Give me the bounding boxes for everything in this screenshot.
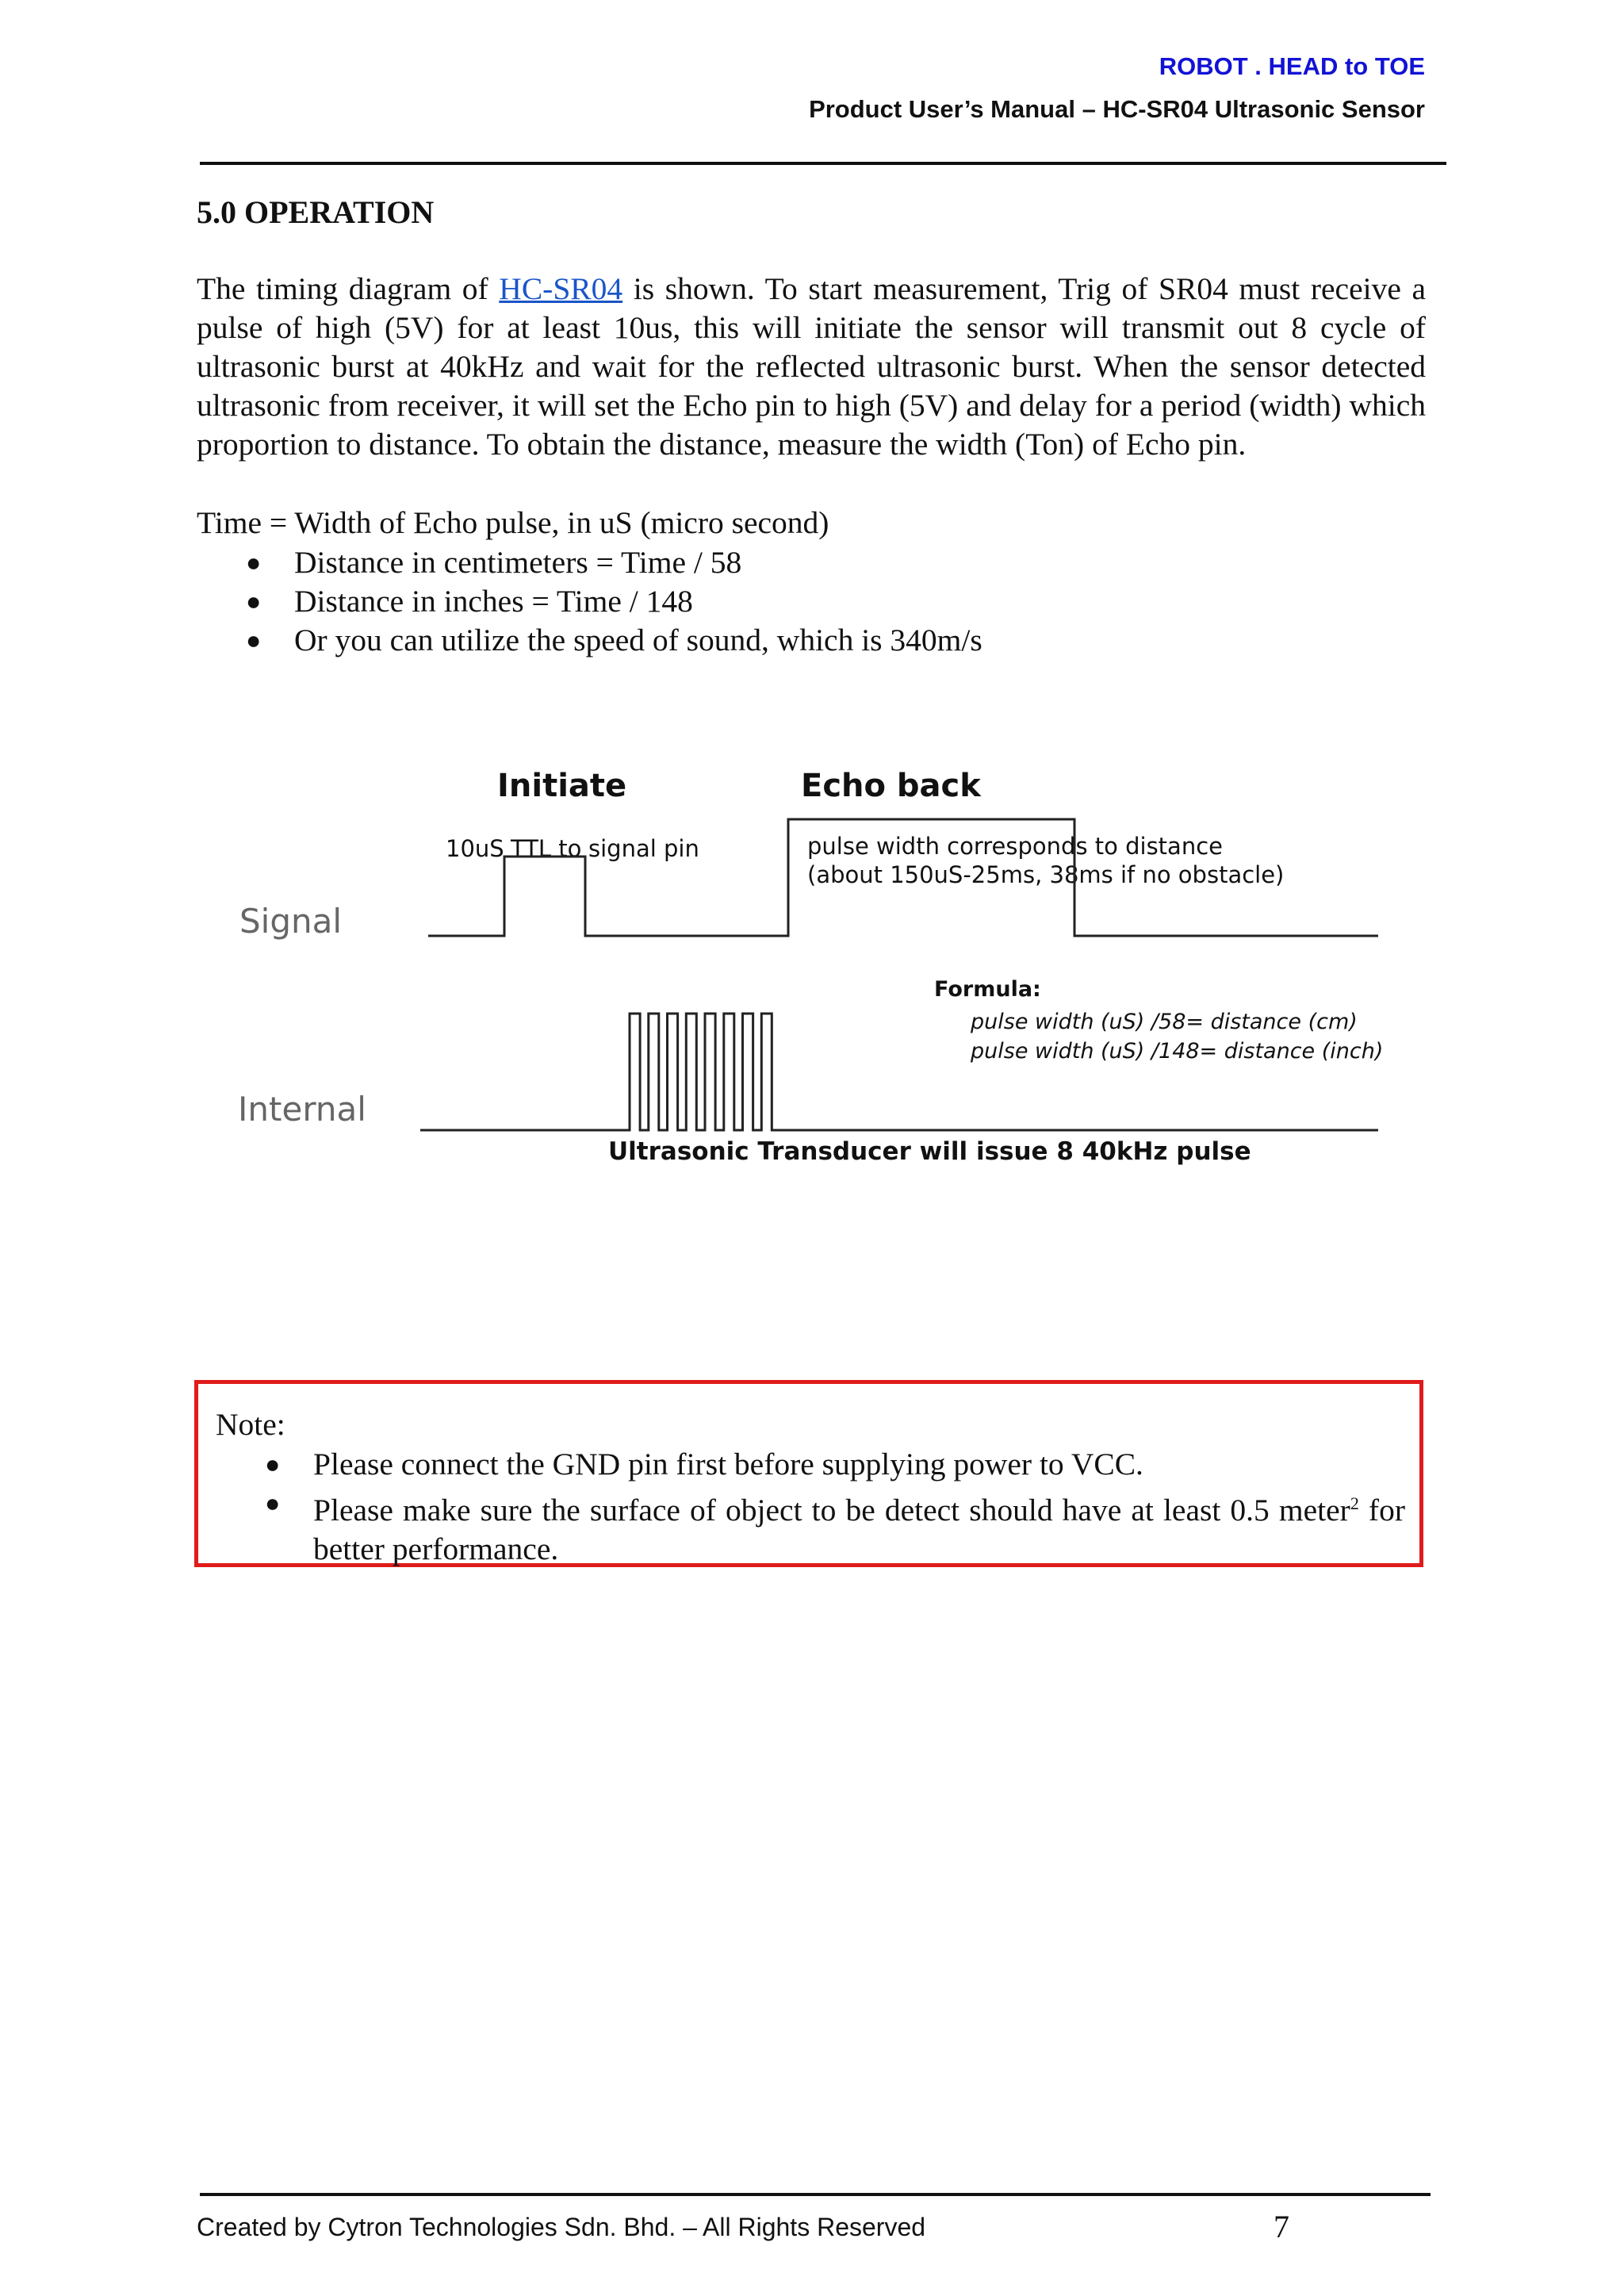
list-item [216,1484,1405,1569]
echo-back-label: Echo back [801,768,981,804]
bullet-icon: ● [265,1489,281,1517]
note-item-text: Please connect the GND pin first before supplying power to VCC. [313,1447,1143,1481]
distance-formula-list [197,543,982,660]
header-title: Product User’s Manual – HC-SR04 Ultrasonic Sensor [809,95,1425,123]
pulse-width-note-line2: (about 150uS-25ms, 38ms if no obstacle) [807,861,1285,888]
ttl-label-signal-pin: signal pin [588,835,699,862]
hc-sr04-link[interactable]: HC-SR04 [499,271,623,306]
note-item-text: Please make sure the surface of object to be detect should have at least 0.5 meter [313,1493,1350,1528]
list-item-text: Distance in inches = Time / 148 [294,584,693,619]
bullet-icon: ● [246,548,262,577]
note-item-tail: for better performance. [313,1493,1405,1567]
initiate-label: Initiate [497,768,627,804]
formula-line-inch: pulse width (uS) /148= distance (inch) [971,1039,1384,1064]
ttl-label-ttl-to: TTL to [511,835,582,862]
note-box [194,1380,1423,1567]
intro-paragraph [197,270,1426,464]
note-title: Note: [216,1407,285,1442]
bullet-icon: ● [246,587,262,615]
intro-text-start: The timing diagram of [197,271,500,306]
footer-rule [200,2193,1431,2196]
list-item-text: Distance in centimeters = Time / 58 [294,545,742,580]
transducer-caption: Ultrasonic Transducer will issue 8 40kHz pulse [608,1137,1251,1166]
bullet-icon: ● [265,1450,281,1478]
list-item [197,543,982,582]
formula-line-cm: pulse width (uS) /58= distance (cm) [971,1010,1358,1034]
ttl-label-10us: 10uS [446,835,504,862]
time-definition: Time = Width of Echo pulse, in uS (micro second) [197,505,829,540]
list-item [216,1445,1405,1484]
note-list [216,1445,1405,1569]
page-number: 7 [1274,2209,1289,2244]
pulse-width-note-line1: pulse width corresponds to distance [807,833,1223,860]
header-brand: ROBOT . HEAD to TOE [1159,52,1425,80]
superscript-exponent: 2 [1350,1493,1359,1513]
list-item [197,621,982,660]
footer-copyright: Created by Cytron Technologies Sdn. Bhd. – All Rights Reserved [197,2213,926,2241]
intro-text-end: is shown. To start measurement, Trig of SR04 must receive a pulse of high (5V) for at least 10us, this will initiate the sensor will transmit out 8 cycle of ultrasonic burst at 40kHz and wait for the reflected ultrasonic burst. When the sensor detected ultrasonic from receiver, it will set the Echo pin to high (5V) and delay for a period (width) which proportion to distance. To obtain the distance, measure the width (Ton) of Echo pin. [197,271,1426,462]
list-item [197,582,982,621]
formula-title: Formula: [934,977,1041,1002]
signal-label: Signal [239,902,343,941]
timing-diagram [214,746,1427,1190]
internal-label: Internal [238,1090,366,1129]
list-item-text: Or you can utilize the speed of sound, which is 340m/s [294,623,982,657]
bullet-icon: ● [246,626,262,654]
section-heading: 5.0 OPERATION [197,194,435,230]
header-rule [200,162,1446,165]
